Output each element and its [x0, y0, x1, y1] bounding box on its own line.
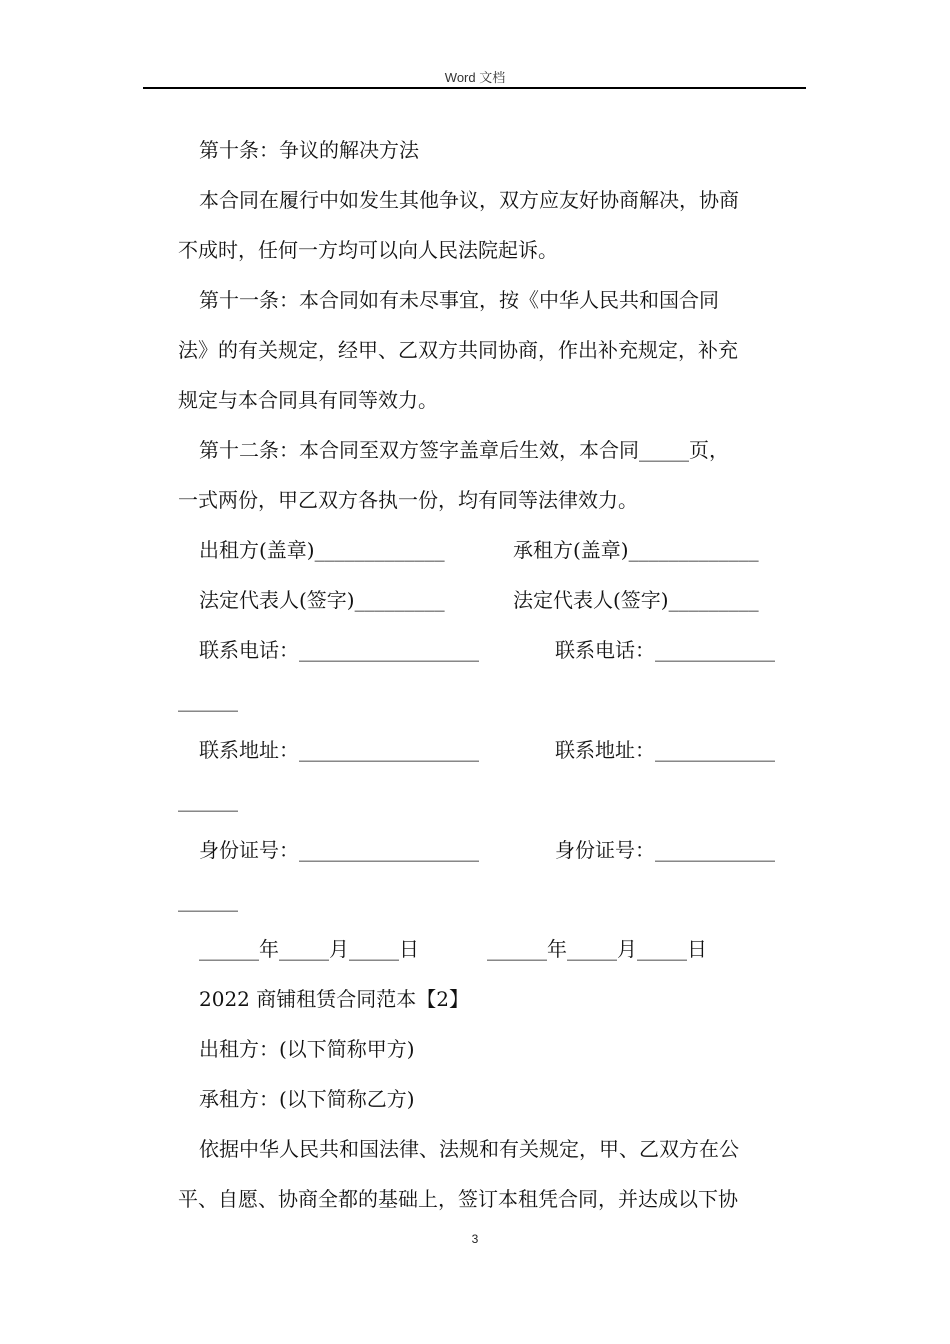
article-11-line-1: 第十一条：本合同如有未尽事宜，按《中华人民共和国合同	[199, 288, 719, 312]
contract-2-intro-line-1: 依据中华人民共和国法律、法规和有关规定，甲、乙双方在公	[199, 1137, 739, 1161]
article-10-title: 第十条：争议的解决方法	[199, 138, 419, 162]
lessee-address-field: 联系地址：____________	[555, 738, 775, 762]
article-10-text-line-2: 不成时，任何一方均可以向人民法院起诉。	[178, 238, 558, 262]
contract-2-lessee: 承租方：(以下简称乙方)	[199, 1087, 415, 1111]
lessee-phone-field: 联系电话：____________	[555, 638, 775, 662]
lessor-id-field: 身份证号：__________________	[199, 838, 479, 862]
article-12-line-2: 一式两份，甲乙双方各执一份，均有同等法律效力。	[178, 488, 638, 512]
article-10-text-line-1: 本合同在履行中如发生其他争议，双方应友好协商解决，协商	[199, 188, 739, 212]
lessor-phone-field: 联系电话：__________________	[199, 638, 479, 662]
lessor-representative-field: 法定代表人(签字)_________	[199, 588, 445, 612]
article-11-line-3: 规定与本合同具有同等效力。	[178, 388, 438, 412]
lessee-id-field: 身份证号：____________	[555, 838, 775, 862]
article-11-line-2: 法》的有关规定，经甲、乙双方共同协商，作出补充规定，补充	[178, 338, 738, 362]
header-divider	[143, 87, 806, 89]
lessee-date-field: ______年_____月_____日	[487, 937, 707, 961]
lessee-representative-field: 法定代表人(签字)_________	[513, 588, 759, 612]
contract-2-title: 2022 商铺租赁合同范本【2】	[199, 987, 469, 1011]
lessee-seal-field: 承租方(盖章)_____________	[513, 538, 759, 562]
page-number: 3	[471, 1232, 479, 1246]
phone-field-continuation: ______	[178, 688, 238, 712]
article-12-line-1: 第十二条：本合同至双方签字盖章后生效，本合同_____页，	[199, 438, 729, 462]
address-field-continuation: ______	[178, 788, 238, 812]
contract-2-intro-line-2: 平、自愿、协商全都的基础上，签订本租凭合同，并达成以下协	[178, 1187, 738, 1211]
contract-2-lessor: 出租方：(以下简称甲方)	[199, 1037, 415, 1061]
lessor-address-field: 联系地址：__________________	[199, 738, 479, 762]
lessor-seal-field: 出租方(盖章)_____________	[199, 538, 445, 562]
page-header-title: Word 文档	[444, 70, 506, 85]
id-field-continuation: ______	[178, 888, 238, 912]
lessor-date-field: ______年_____月_____日	[199, 937, 419, 961]
